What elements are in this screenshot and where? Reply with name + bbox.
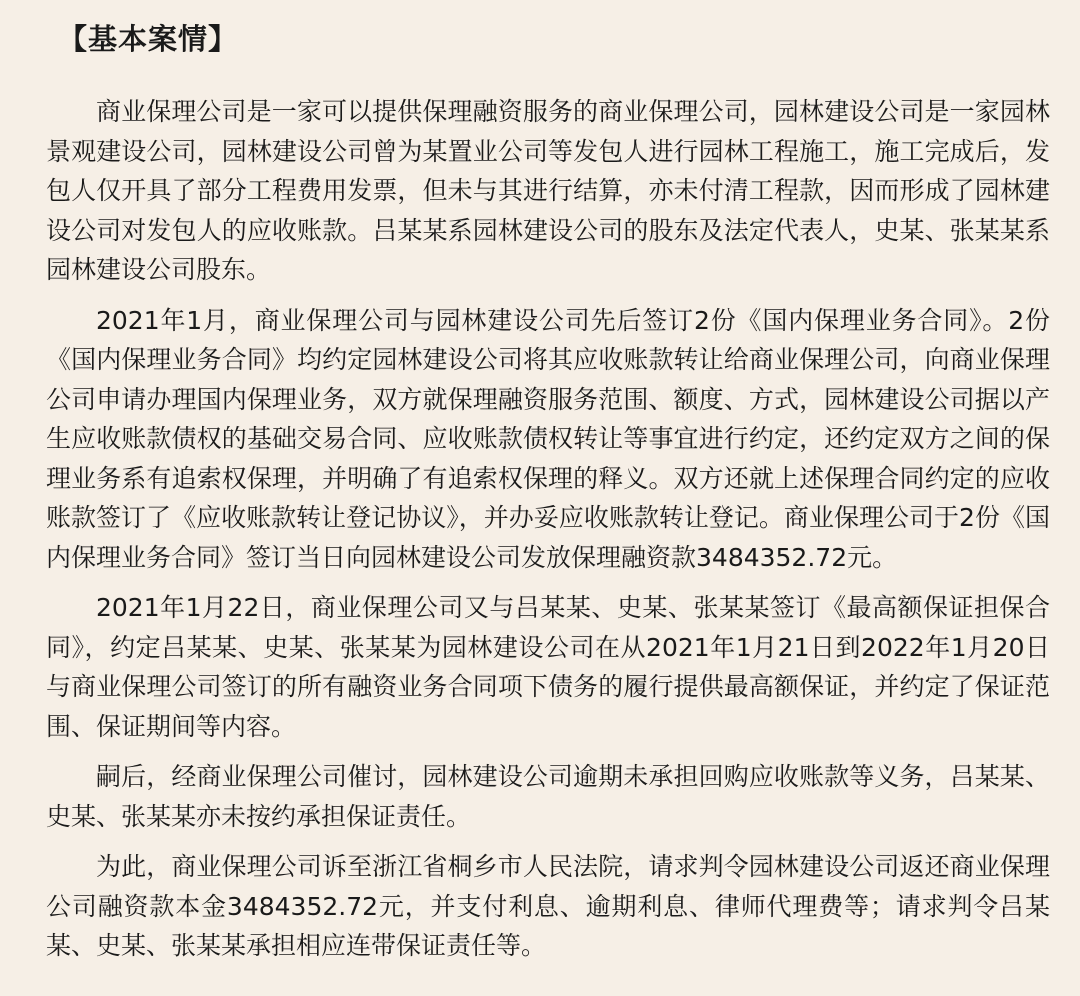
paragraph-1: 商业保理公司是一家可以提供保理融资服务的商业保理公司，园林建设公司是一家园林景观建设公司，园林建设公司曾为某置业公司等发包人进行园林工程施工，施工完成后，发包人仅开具了部分工程费用发票，但未与其进行结算，亦未付清工程款，因而形成了园林建设公司对发包人的应收账款。吕某某系园林建设公司的股东及法定代表人，史某、张某某系园林建设公司股东。 [46, 97, 1050, 284]
paragraph-4: 嗣后，经商业保理公司催讨，园林建设公司逾期未承担回购应收账款等义务，吕某某、史某、张某某亦未按约承担保证责任。 [46, 762, 1050, 831]
paragraph-5: 为此，商业保理公司诉至浙江省桐乡市人民法院，请求判令园林建设公司返还商业保理公司融资款本金3484352.72元，并支付利息、逾期利息、律师代理费等；请求判令吕某某、史某、张某某承担相应连带保证责任等。 [46, 852, 1050, 960]
section-heading: 【基本案情】 [58, 22, 239, 56]
paragraph-2: 2021年1月，商业保理公司与园林建设公司先后签订2份《国内保理业务合同》。2份《国内保理业务合同》均约定园林建设公司将其应收账款转让给商业保理公司，向商业保理公司申请办理国内保理业务，双方就保理融资服务范围、额度、方式，园林建设公司据以产生应收账款债权的基础交易合同、应收账款债权转让等事宜进行约定，还约定双方之间的保理业务系有追索权保理，并明确了有追索权保理的释义。双方还就上述保理合同约定的应收账款签订了《应收账款转让登记协议》，并办妥应收账款转让登记。商业保理公司于2份《国内保理业务合同》签订当日向园林建设公司发放保理融资款3484352.72元。 [46, 305, 1050, 572]
paragraph-3: 2021年1月22日，商业保理公司又与吕某某、史某、张某某签订《最高额保证担保合同》，约定吕某某、史某、张某某为园林建设公司在从2021年1月21日到2022年1月20日与商业保理公司签订的所有融资业务合同项下债务的履行提供最高额保证，并约定了保证范围、保证期间等内容。 [46, 593, 1050, 741]
